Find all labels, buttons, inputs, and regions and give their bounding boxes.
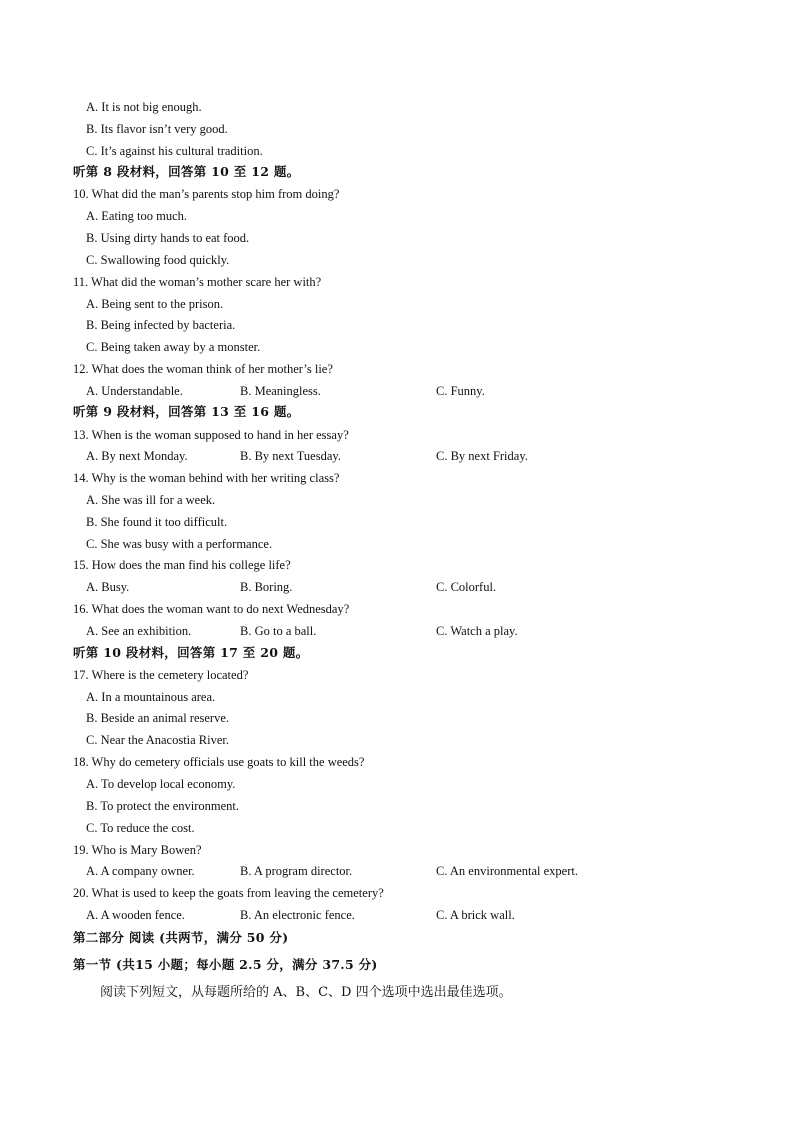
q12-option-b: B. Meaningless. (240, 384, 321, 398)
q10-option-b: B. Using dirty hands to eat food. (86, 231, 250, 245)
q15-option-a: A. Busy. (86, 580, 130, 594)
question-20: 20. What is used to keep the goats from leaving the cemetery? (73, 886, 384, 900)
q11-option-b: B. Being infected by bacteria. (86, 318, 236, 332)
q18-option-c: C. To reduce the cost. (86, 821, 195, 835)
q17-option-a: A. In a mountainous area. (86, 690, 216, 704)
section-header-8: 听第 8 段材料，回答第 10 至 12 题。 (73, 164, 300, 179)
reading-instruction: 阅读下列短文，从每题所给的 A、B、C、D 四个选项中选出最佳选项。 (100, 985, 512, 1000)
question-12: 12. What does the woman think of her mother’s lie? (73, 362, 333, 376)
q14-option-a: A. She was ill for a week. (86, 493, 216, 507)
question-19: 19. Who is Mary Bowen? (73, 843, 202, 857)
question-11: 11. What did the woman’s mother scare her with? (73, 275, 322, 289)
part-two-section-one-header: 第一节 (共15 小题；每小题 2.5 分，满分 37.5 分) (73, 957, 378, 972)
q10-option-a: A. Eating too much. (86, 209, 188, 223)
question-16: 16. What does the woman want to do next Wednesday? (73, 602, 350, 616)
question-18: 18. Why do cemetery officials use goats to kill the weeds? (73, 755, 365, 769)
question-15: 15. How does the man find his college life? (73, 558, 291, 572)
q18-option-a: A. To develop local economy. (86, 777, 236, 791)
question-17: 17. Where is the cemetery located? (73, 668, 249, 682)
q16-option-c: C. Watch a play. (436, 624, 518, 638)
q12-option-c: C. Funny. (436, 384, 485, 398)
part-two-header: 第二部分 阅读 (共两节，满分 50 分) (73, 930, 289, 945)
q15-option-b: B. Boring. (240, 580, 293, 594)
q17-option-c: C. Near the Anacostia River. (86, 733, 230, 747)
q17-option-b: B. Beside an animal reserve. (86, 711, 230, 725)
question-14: 14. Why is the woman behind with her writing class? (73, 471, 340, 485)
q11-option-a: A. Being sent to the prison. (86, 297, 224, 311)
q19-option-a: A. A company owner. (86, 864, 195, 878)
q20-option-a: A. A wooden fence. (86, 908, 185, 922)
q12-option-a: A. Understandable. (86, 384, 183, 398)
question-13: 13. When is the woman supposed to hand in her essay? (73, 428, 349, 442)
q15-option-c: C. Colorful. (436, 580, 497, 594)
q13-option-a: A. By next Monday. (86, 449, 188, 463)
q10-option-c: C. Swallowing food quickly. (86, 253, 230, 267)
q9-option-a: A. It is not big enough. (86, 100, 202, 114)
q9-option-b: B. Its flavor isn’t very good. (86, 122, 228, 136)
q19-option-b: B. A program director. (240, 864, 353, 878)
section-header-10: 听第 10 段材料，回答第 17 至 20 题。 (73, 645, 309, 660)
q14-option-b: B. She found it too difficult. (86, 515, 228, 529)
q18-option-b: B. To protect the environment. (86, 799, 240, 813)
q13-option-c: C. By next Friday. (436, 449, 528, 463)
q9-option-c: C. It’s against his cultural tradition. (86, 144, 263, 158)
question-10: 10. What did the man’s parents stop him from doing? (73, 187, 340, 201)
q16-option-b: B. Go to a ball. (240, 624, 317, 638)
section-header-9: 听第 9 段材料，回答第 13 至 16 题。 (73, 404, 300, 419)
q13-option-b: B. By next Tuesday. (240, 449, 341, 463)
q19-option-c: C. An environmental expert. (436, 864, 578, 878)
q16-option-a: A. See an exhibition. (86, 624, 192, 638)
q11-option-c: C. Being taken away by a monster. (86, 340, 261, 354)
q20-option-b: B. An electronic fence. (240, 908, 355, 922)
q14-option-c: C. She was busy with a performance. (86, 537, 273, 551)
q20-option-c: C. A brick wall. (436, 908, 515, 922)
